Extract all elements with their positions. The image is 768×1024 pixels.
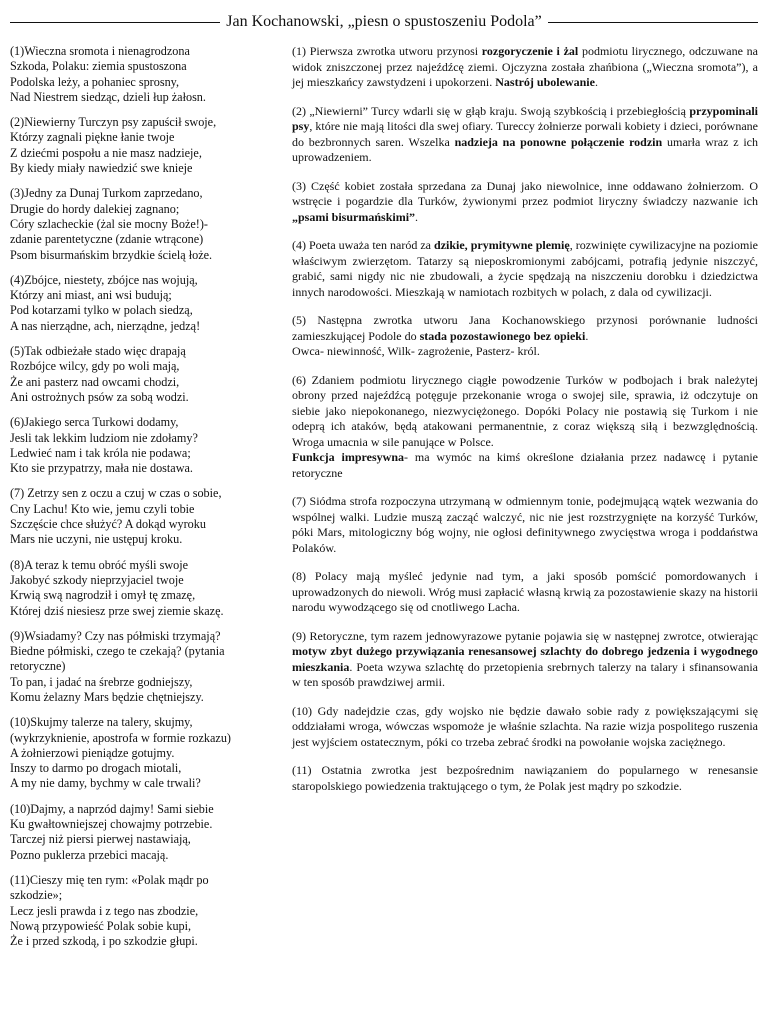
poem-stanza: [10, 558, 272, 619]
poem-line: Córy szlacheckie (żal sie mocny Boże!)-: [10, 216, 208, 231]
commentary-paragraph: [292, 104, 758, 166]
poem-line: Którzy zagnali piękne łanie twoje: [10, 130, 175, 145]
header: [10, 0, 758, 44]
commentary-emphasis: dzikie, prymitywne plemię: [434, 238, 570, 252]
poem-line: Której dziś niesiesz prze swej ziemie skazę.: [10, 603, 224, 618]
commentary-text: (7) Siódma strofa rozpoczyna utrzymaną w odmiennym tonie, podejmującą wątek wezwania do wspólnej walki. Ludzie muszą zacząć walczyć, nic nie jest rozstrzygnięte na korzyść Turków, póki Mars, mitologiczny bóg wojny, nie ogłosi definitywnego zwycięstwa wroga i poddaństwa Polaków.: [292, 494, 758, 555]
header-rule-right: [548, 22, 758, 23]
poem-line: Psom bisurmańskim brzydkie ścielą łoże.: [10, 247, 213, 262]
commentary-text: - ma wymóc na kimś określone działania przez nadawcę i pytanie retoryczne: [292, 450, 758, 480]
commentary-text: .: [594, 75, 598, 89]
poem-line: Że ani pasterz nad owcami chodzi,: [10, 374, 180, 389]
header-rule-left: [10, 22, 220, 23]
commentary-paragraph: [292, 569, 758, 616]
commentary-text: umarła wraz z ich uprowadzeniem.: [292, 134, 758, 164]
commentary-text: (10) Gdy nadejdzie czas, gdy wojsko nie będzie dawało sobie rady z powiększającymi się oddziałami wroga, wówczas wspomoże je właśnie szlachta. Na razie wizja pospolitego ruszenia jest wyjściem ostatecznym, póki co trzeba zebrać środki na powołanie wojska zaciężnego.: [292, 703, 758, 749]
commentary-text: (11) Ostatnia zwrotka jest bezpośrednim nawiązaniem do popularnego w renesansie staropolskiego powiedzenia traktującego o tym, że Polak jest mądry po szkodzie.: [292, 763, 758, 793]
poem-line: A nas nierządne, ach, nierządne, jedzą!: [10, 318, 201, 333]
commentary-paragraph: [292, 704, 758, 751]
poem-line: (7) Zetrzy sen z oczu a czuj w czas o sobie,: [10, 486, 222, 501]
poem-line: By kiedy miały nawiedzić swe knieje: [10, 161, 193, 176]
commentary-text: .: [415, 209, 419, 224]
poem-line: Że i przed szkodą, i po szkodzie głupi.: [10, 934, 198, 949]
poem-line: Podolska leży, a pohaniec sprosny,: [10, 74, 180, 89]
commentary-paragraph: [292, 313, 758, 360]
poem-stanza: [10, 273, 272, 334]
poem-line: Pod kotarzami tylko w polach siedzą,: [10, 303, 193, 318]
poem-stanza: [10, 415, 272, 476]
commentary-text: .: [585, 328, 589, 343]
commentary-emphasis: przypominali psy: [292, 103, 758, 133]
commentary-emphasis: „psami bisurmańskimi”: [292, 209, 416, 224]
commentary-paragraph: [292, 629, 758, 691]
poem-stanza: [10, 715, 272, 791]
commentary-emphasis: motyw zbyt dużego przywiązania renesansowej szlachty do dobrego jedzenia i wygodnego mieszkania: [292, 644, 758, 674]
poem-line: Szczęście chce służyć? A dokąd wyroku: [10, 517, 206, 532]
commentary-text: (4) Poeta uważa ten naród za: [292, 238, 435, 252]
commentary-text: (6) Zdaniem podmiotu lirycznego ciągłe powodzenie Turków w podbojach i brak należytej obrony przed najeźdźcą potęguje przekonanie wroga o swojej sile, sprawia, iż odczytuje on siebie jako niepokonanego, niezwyciężonego. Dopóki Polacy nie postawią się Turkom i nie odeprą ich ataków, będą atakowani permanentnie, z coraz większą siłą i bezwzględnością. Wroga umacnia w sile panujące w Polsce.: [292, 372, 758, 449]
commentary-paragraph: [292, 373, 758, 482]
commentary-text: (5) Następna zwrotka utworu Jana Kochanowskiego przynosi porównanie ludności zamieszkującej Podole do: [292, 313, 758, 343]
poem-stanza: [10, 186, 272, 262]
poem-line: Inszy to darmo po drogach miotali,: [10, 761, 182, 776]
poem-line: (3)Jedny za Dunaj Turkom zaprzedano,: [10, 186, 203, 201]
poem-line: Ani ostrożnych psów za sobą wodzi.: [10, 389, 189, 404]
poem-line: zdanie parentetyczne (zdanie wtrącone): [10, 232, 204, 247]
commentary-emphasis: nadzieja na ponowne połączenie rodzin: [454, 134, 663, 149]
poem-line: Kto sie przypatrzy, mała nie dostawa.: [10, 461, 193, 476]
commentary-paragraph: [292, 238, 758, 300]
poem-line: Biedne półmiski, czego te czekają? (pytania: [10, 644, 225, 659]
poem-line: Nową przypowieść Polak sobie kupi,: [10, 918, 192, 933]
commentary-paragraph: [292, 179, 758, 226]
commentary-text: (9) Retoryczne, tym razem jednowyrazowe pytanie pojawia się w następnej zwrotce, otwierając: [292, 628, 758, 643]
poem-line: (1)Wieczna sromota i nienagrodzona: [10, 44, 190, 58]
poem-line: To pan, i jadać na śrebrze godniejszy,: [10, 674, 193, 689]
commentary-text: (1) Pierwsza zwrotka utworu przynosi: [292, 44, 482, 58]
poem-line: Którzy ani miast, ani wsi budują;: [10, 288, 172, 303]
poem-line: Mars nie uczyni, nie ustępuj kroku.: [10, 532, 183, 547]
commentary-text: (8) Polacy mają myśleć jedynie nad tym, a jaki sposób pomścić pomordowanych i uprowadzonych do niewoli. Wróg musi zapłacić własną krwią za pozostawienie skazy na historii narodu wywodzącego się od cnotliwego Lacha.: [292, 569, 758, 614]
page-title: Jan Kochanowski, „piesn o spustoszeniu Podola”: [226, 13, 542, 30]
commentary-text: . Poeta wzywa szlachtę do przetopienia srebrnych talerzy na talary i sfinansowania w ten sposób prawdziwej armii.: [292, 659, 758, 689]
poem-line: (wykrzyknienie, apostrofa w formie rozkazu): [10, 730, 231, 745]
commentary-text: , rozwinięte cywilizacyjne na poziomie właściwym zwierzętom. Tatarzy są nieposkromionymi zabójcami, potrafią jedynie niszczyć, grabić, sami nigdy nic nie zbudowali, a życie spędzają na niszczeniu dorobku i dziedzictwa innych narodowości. Mieszkają w namiotach rozbitych w polach, z dala od cywilizacji.: [292, 238, 759, 299]
poem-line: (2)Niewierny Turczyn psy zapuścił swoje,: [10, 115, 217, 130]
poem-line: (4)Zbójce, niestety, zbójce nas wojują,: [10, 272, 198, 287]
poem-stanza: [10, 873, 272, 949]
commentary-text: (2) „Niewierni” Turcy wdarli się w głąb kraju. Swoją szybkością i przebiegłością: [292, 103, 690, 118]
poem-line: (8)A teraz k temu obróć myśli swoje: [10, 557, 189, 572]
poem-line: Szkoda, Polaku: ziemia spustoszona: [10, 59, 187, 74]
poem-line: Pozno puklerza przebici macają.: [10, 847, 169, 862]
commentary-paragraph: [292, 44, 758, 91]
poem-stanza: [10, 629, 272, 705]
poem-line: Rozbójce wilcy, gdy po woli mają,: [10, 359, 180, 374]
poem-line: Ku gwałtowniejszej chowajmy potrzebie.: [10, 817, 213, 832]
poem-line: (11)Cieszy mię ten rym: «Polak mądr po: [10, 872, 209, 887]
poem-line: Jakobyć szkody nieprzyjaciel twoje: [10, 572, 184, 587]
commentary-text: (3) Część kobiet została sprzedana za Dunaj jako niewolnice, inne oddawano żołnierzom. O wstręcie i pogardzie dla Turków, żywionymi przez podmiot liryczny świadczy nazwanie ich: [292, 178, 758, 208]
poem-stanza: [10, 486, 272, 547]
poem-line: Krwią swą nagrodził i omył tę zmazę,: [10, 588, 196, 603]
commentary-emphasis: stada pozostawionego bez opieki: [419, 328, 586, 343]
poem-line: A żołnierzowi pieniądze gotujmy.: [10, 745, 175, 760]
poem-line: Lecz jesli prawda i z tego nas zbodzie,: [10, 903, 199, 918]
commentary-text: Owca- niewinność, Wilk- zagrożenie, Pasterz- król.: [292, 344, 540, 358]
poem-line: retoryczne): [10, 659, 66, 674]
poem-stanza: [10, 44, 272, 105]
poem-line: (10)Dajmy, a naprzód dajmy! Sami siebie: [10, 801, 214, 816]
commentary-text: podmiotu lirycznego, odczuwane na widok zniszczonej przez najeźdźcę ziemi. Ojczyzna została zhańbiona („Wieczna sromota”), a jej mieszkańcy zawstydzeni i upokorzeni.: [292, 44, 758, 89]
commentary-paragraph: [292, 763, 758, 794]
poem-line: szkodzie»;: [10, 888, 63, 903]
poem-line: Drugie do hordy dalekiej zagnano;: [10, 201, 180, 216]
commentary-column: [292, 44, 758, 959]
poem-line: Ledwieć nam i tak króla nie podawa;: [10, 445, 191, 460]
commentary-emphasis: rozgoryczenie i żal: [481, 44, 579, 58]
poem-line: (10)Skujmy talerze na talery, skujmy,: [10, 715, 193, 730]
poem-line: Nad Niestrem siedząc, dzieli łup żałosn.: [10, 89, 206, 104]
commentary-emphasis: Funkcja impresywna: [292, 450, 405, 464]
poem-stanza: [10, 802, 272, 863]
poem-line: Z dziećmi pospołu a nie masz nadzieje,: [10, 145, 202, 160]
content-columns: [10, 44, 758, 959]
poem-line: Komu żelazny Mars będzie chętniejszy.: [10, 689, 204, 704]
poem-stanza: [10, 344, 272, 405]
poem-column: [10, 44, 272, 959]
poem-line: A my nie damy, bychmy w cale trwali?: [10, 776, 201, 791]
poem-line: (5)Tak odbieżałe stado więc drapają: [10, 344, 186, 359]
poem-line: (6)Jakiego serca Turkowi dodamy,: [10, 415, 179, 430]
commentary-paragraph: [292, 494, 758, 556]
commentary-text: , które nie mają litości dla swej ofiary. Tureccy żołnierze porwali kobiety i dzieci, porównane do bezbronnych saren. Wszelka: [292, 119, 758, 149]
poem-line: (9)Wsiadamy? Czy nas półmiski trzymają?: [10, 628, 221, 643]
poem-line: Cny Lachu! Kto wie, jemu czyli tobie: [10, 501, 195, 516]
commentary-emphasis: Nastrój ubolewanie: [495, 75, 595, 89]
poem-line: Jesli tak lekkim ludziom nie zdołamy?: [10, 430, 198, 445]
poem-stanza: [10, 115, 272, 176]
poem-line: Tarczej niż piersi pierwej nastawiają,: [10, 832, 191, 847]
